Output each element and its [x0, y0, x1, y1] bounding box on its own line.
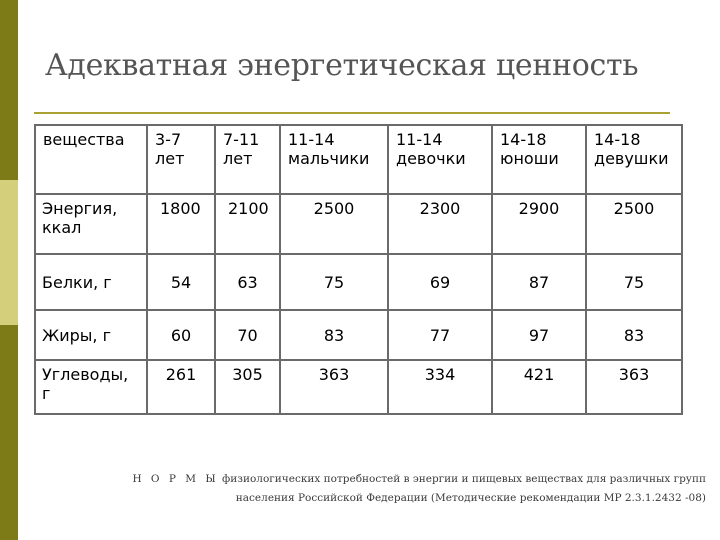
table-cell: 83	[586, 310, 682, 360]
table-cell: 97	[492, 310, 586, 360]
table-cell: 363	[586, 360, 682, 414]
table-row	[35, 310, 682, 360]
header-cell-11-14-girls: 11-14 девочки	[388, 125, 492, 194]
table-cell: 2300	[388, 194, 492, 254]
nutrition-table	[34, 124, 683, 415]
table-cell: 2100	[215, 194, 280, 254]
table-row	[35, 360, 682, 414]
source-footnote	[60, 470, 706, 508]
slide-title: Адекватная энергетическая ценность	[45, 48, 639, 83]
table-cell: 363	[280, 360, 388, 414]
table-row	[35, 194, 682, 254]
header-cell-11-14-boys: 11-14 мальчики	[280, 125, 388, 194]
header-cell-substance: вещества	[35, 125, 147, 194]
table-cell: 2500	[280, 194, 388, 254]
table-cell: 63	[215, 254, 280, 310]
header-cell-14-18-boys: 14-18 юноши	[492, 125, 586, 194]
table-cell: 69	[388, 254, 492, 310]
table-cell: 421	[492, 360, 586, 414]
accent-bar-top	[0, 0, 18, 180]
accent-bar-bottom	[0, 325, 18, 540]
table-row	[35, 254, 682, 310]
row-label-carbs: Углеводы, г	[35, 360, 147, 414]
table-cell: 334	[388, 360, 492, 414]
table-cell: 2900	[492, 194, 586, 254]
row-label-energy: Энергия, ккал	[35, 194, 147, 254]
footnote-line-2: населения Российской Федерации (Методические рекомендации МР 2.3.1.2432 -08)	[235, 492, 706, 504]
table-cell: 83	[280, 310, 388, 360]
title-underline	[34, 112, 670, 114]
footnote-lead: Н О Р М Ы	[132, 473, 219, 485]
table-header-row	[35, 125, 682, 194]
table-cell: 54	[147, 254, 215, 310]
table-cell: 70	[215, 310, 280, 360]
table-cell: 2500	[586, 194, 682, 254]
table-cell: 77	[388, 310, 492, 360]
row-label-protein: Белки, г	[35, 254, 147, 310]
table-cell: 305	[215, 360, 280, 414]
table-cell: 1800	[147, 194, 215, 254]
table-cell: 261	[147, 360, 215, 414]
table-cell: 87	[492, 254, 586, 310]
table-cell: 60	[147, 310, 215, 360]
header-cell-3-7: 3-7 лет	[147, 125, 215, 194]
table-cell: 75	[586, 254, 682, 310]
footnote-line-1: Н О Р М Ы физиологических потребностей в энергии и пищевых веществах для различных групп	[132, 473, 706, 485]
row-label-fat: Жиры, г	[35, 310, 147, 360]
accent-bar-middle	[0, 180, 18, 325]
table-cell: 75	[280, 254, 388, 310]
header-cell-14-18-girls: 14-18 девушки	[586, 125, 682, 194]
header-cell-7-11: 7-11 лет	[215, 125, 280, 194]
